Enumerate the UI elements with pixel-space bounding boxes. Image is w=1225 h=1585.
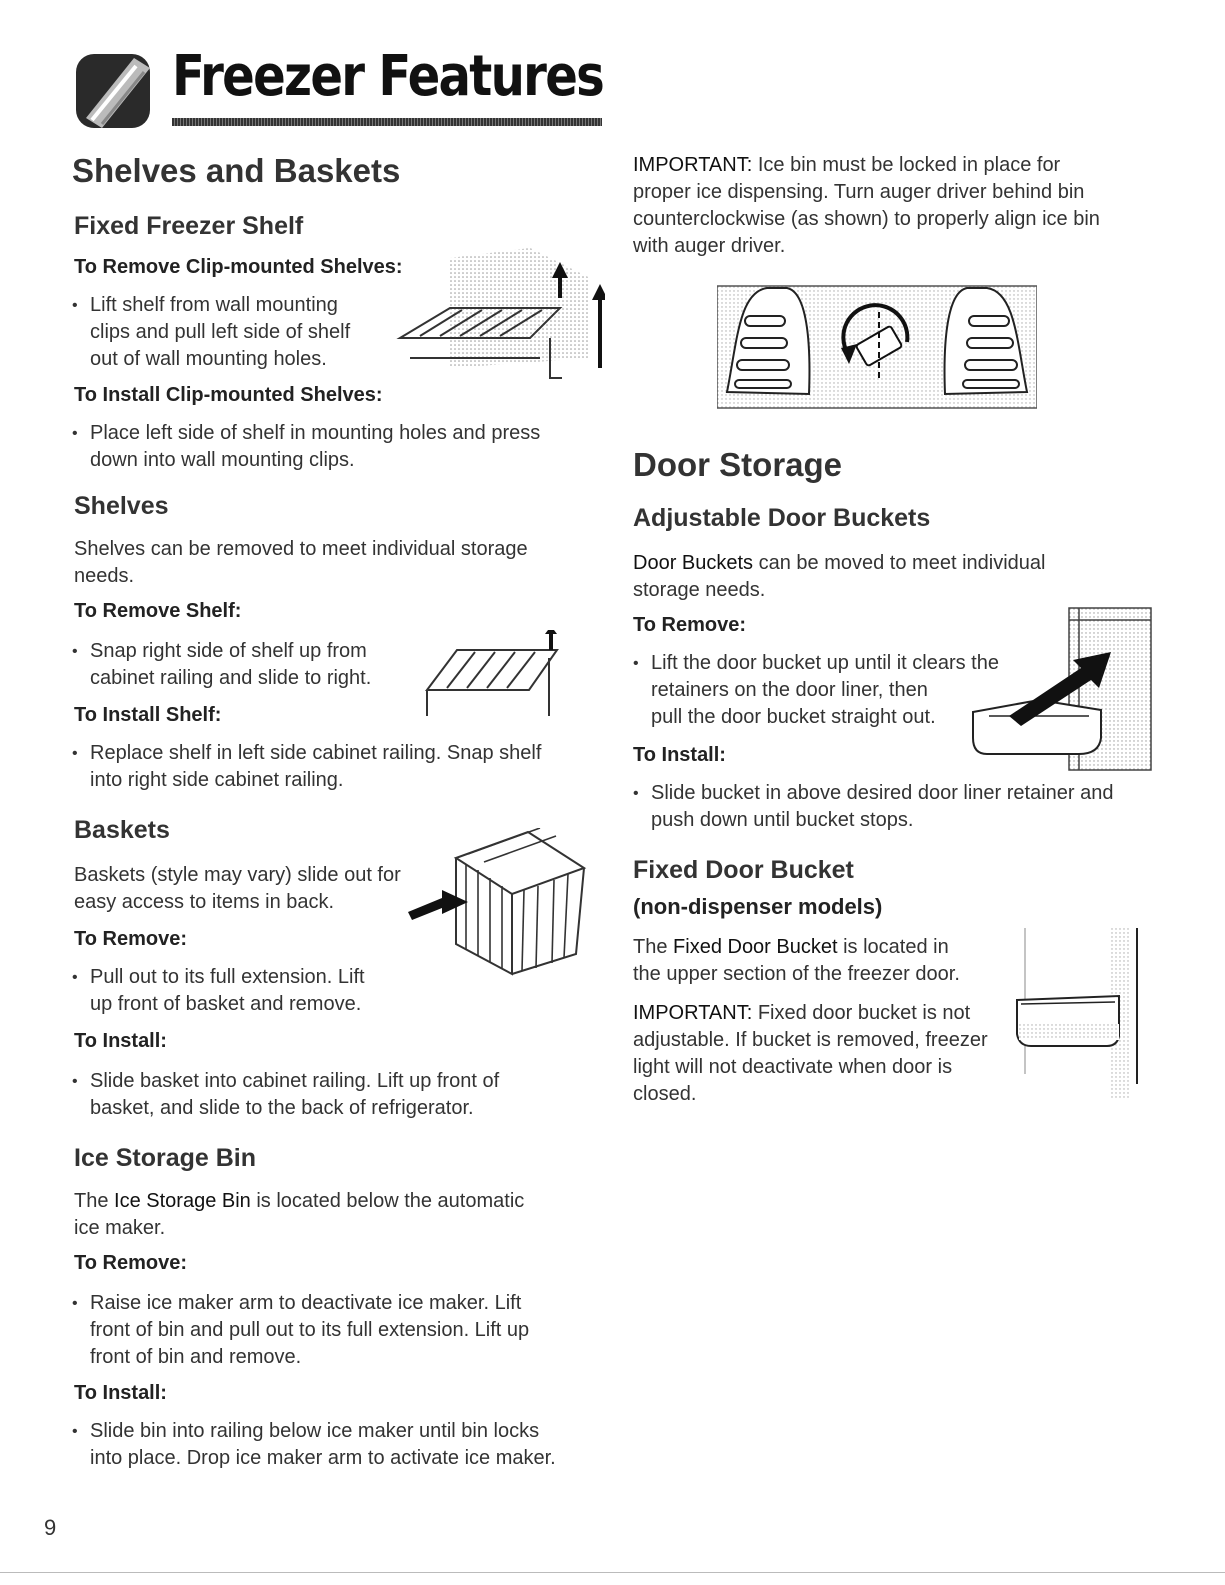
title-underline <box>172 118 602 126</box>
shelves-description: Shelves can be removed to meet individual storage needs. <box>74 538 528 587</box>
list-item: • Pull out to its full extension. Lift up front of basket and remove. <box>72 964 365 1018</box>
list-item: • Slide bucket in above desired door liner retainer and push down until bucket stops. <box>633 780 1114 834</box>
list-item: • Slide bin into railing below ice maker until bin locks into place. Drop ice maker arm to activate ice maker. <box>72 1418 556 1472</box>
subsection-title-baskets: Baskets <box>74 816 170 844</box>
adjustable-remove-heading: To Remove: <box>633 614 746 636</box>
list-item: • Replace shelf in left side cabinet railing. Snap shelf into right side cabinet railing. <box>72 740 541 794</box>
basket-illustration <box>408 828 588 978</box>
baskets-remove-heading: To Remove: <box>74 928 187 950</box>
list-item: • Place left side of shelf in mounting holes and press down into wall mounting clips. <box>72 420 540 474</box>
subsection-title-fixed-shelf: Fixed Freezer Shelf <box>74 212 304 240</box>
page-title: Freezer Features <box>172 44 604 109</box>
adjustable-install-heading: To Install: <box>633 744 726 766</box>
auger-driver-illustration <box>717 282 1037 412</box>
install-shelf-heading: To Install Shelf: <box>74 704 222 726</box>
fixed-bucket-subtitle: (non-dispenser models) <box>633 894 883 919</box>
remove-shelf-heading: To Remove Shelf: <box>74 600 242 622</box>
baskets-description: Baskets (style may vary) slide out for easy access to items in back. <box>74 864 401 913</box>
subsection-title-adjustable-buckets: Adjustable Door Buckets <box>633 504 931 532</box>
ice-bin-important-note: IMPORTANT: Ice bin must be locked in place for proper ice dispensing. Turn auger driver behind bin counterclockwise (as shown) to properly align ice bin with auger driver. <box>633 154 1100 257</box>
subsection-title-shelves: Shelves <box>74 492 169 520</box>
ice-bin-install-heading: To Install: <box>74 1382 167 1404</box>
freezer-section-icon <box>72 48 156 132</box>
install-clip-shelves-heading: To Install Clip-mounted Shelves: <box>74 384 383 406</box>
page-number: 9 <box>44 1515 57 1540</box>
section-title-door-storage: Door Storage <box>633 446 843 483</box>
subsection-title-ice-bin: Ice Storage Bin <box>74 1144 256 1172</box>
clip-shelf-illustration <box>390 248 605 390</box>
shelf-illustration <box>417 630 567 720</box>
fixed-bucket-illustration <box>1011 924 1141 1100</box>
list-item: • Lift the door bucket up until it clears the retainers on the door liner, then pull the door bucket straight out. <box>633 650 999 731</box>
list-item: • Raise ice maker arm to deactivate ice maker. Lift front of bin and pull out to its full extension. Lift up front of bin and remove. <box>72 1290 529 1371</box>
list-item: • Snap right side of shelf up from cabinet railing and slide to right. <box>72 638 371 692</box>
subsection-title-fixed-bucket: Fixed Door Bucket <box>633 856 854 884</box>
bottom-rule <box>0 1572 1225 1573</box>
list-item: • Lift shelf from wall mounting clips and pull left side of shelf out of wall mounting holes. <box>72 292 350 373</box>
section-title-shelves-baskets: Shelves and Baskets <box>72 152 401 189</box>
fixed-bucket-description: The Fixed Door Bucket is located in the upper section of the freezer door. <box>633 936 960 985</box>
fixed-bucket-important-note: IMPORTANT: Fixed door bucket is not adjustable. If bucket is removed, freezer light will not deactivate when door is closed. <box>633 1002 988 1105</box>
ice-bin-description: The Ice Storage Bin is located below the automatic ice maker. <box>74 1190 525 1239</box>
remove-clip-shelves-heading: To Remove Clip-mounted Shelves: <box>74 256 403 278</box>
list-item: • Slide basket into cabinet railing. Lift up front of basket, and slide to the back of refrigerator. <box>72 1068 499 1122</box>
ice-bin-remove-heading: To Remove: <box>74 1252 187 1274</box>
door-bucket-illustration <box>969 604 1153 774</box>
adjustable-buckets-description: Door Buckets can be moved to meet individual storage needs. <box>633 552 1046 601</box>
page-header <box>72 44 604 134</box>
baskets-install-heading: To Install: <box>74 1030 167 1052</box>
